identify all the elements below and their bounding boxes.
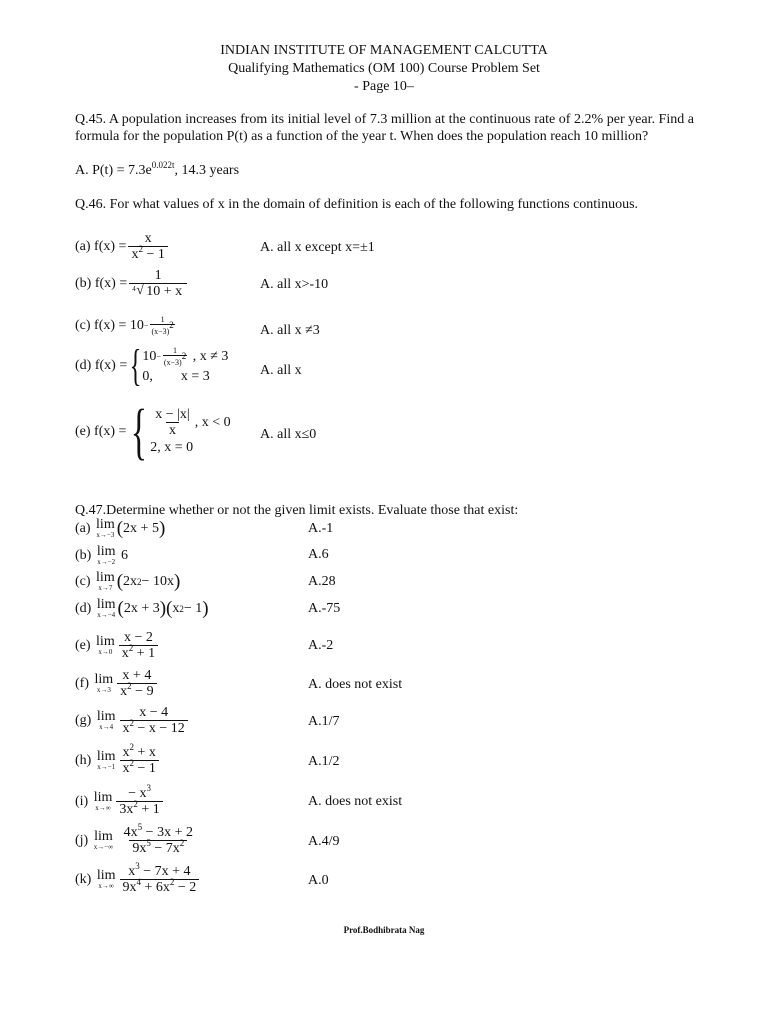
q47-a-expression: (a) lim x→−3 ( 2x + 5 )	[75, 517, 166, 539]
q46-b-answer: A. all x>-10	[260, 277, 329, 292]
q46-a-answer: A. all x except x=±1	[260, 240, 375, 255]
q47-j-answer: A.4/9	[308, 834, 340, 849]
q46-c-expression: (c) f(x) = 10 − $\frac{1}{(x-3)^2}$	[75, 315, 174, 336]
q47-k-expression: (k) lim x→∞ $\frac{x^3 - 7x + 4}{9x^4 + 6x^2 - 2}$	[75, 864, 201, 895]
q46-b-expression: (b) f(x) = 1 4 √ 10 + x	[75, 268, 189, 299]
q47-g-expression: (g) lim x→4 $\frac{x - 4}{x^2 - x - 12}$	[75, 705, 190, 736]
q47-question: Q.47.Determine whether or not the given limit exists. Evaluate those that exist:	[75, 503, 519, 518]
q47-j-expression: (j) lim x→−∞ $\frac{4x^5 - 3x + 2}{9x^5 - 7x^2}$	[75, 822, 193, 856]
q46-d-expression: (d) f(x) = { 10 − $\frac{1}{(x-3)^2}$ , x ≠ 3 0, x = 3	[75, 341, 229, 390]
q47-d-answer: A.-75	[308, 601, 341, 616]
q47-k-answer: A.0	[308, 873, 329, 888]
page-number: - Page 10–	[354, 79, 414, 94]
q47-e-expression: (e) lim x→0 $\frac{x - 2}{x^2 + 1}$	[75, 630, 160, 661]
q47-e-answer: A.-2	[308, 638, 334, 653]
q47-i-expression: (i) lim x→∞ $\frac{- x^3}{3x^2 + 1}$	[75, 786, 165, 817]
q47-f-expression: (f) lim x→3 $\frac{x + 4}{x^2 - 9}$	[75, 668, 159, 699]
course-title: Qualifying Mathematics (OM 100) Course Problem Set	[228, 61, 540, 76]
q46-e-answer: A. all x≤0	[260, 427, 317, 442]
q47-g-answer: A.1/7	[308, 714, 340, 729]
q45-question: Q.45. A population increases from its initial level of 7.3 million at the continuous rate of 2.2% per year. Find a formula for the population P(t) as a function of the year t. When does the population reach 10 million?	[75, 112, 694, 144]
footer-author: Prof.Bodhibrata Nag	[343, 925, 425, 935]
q47-b-expression: (b) lim x→−2 6	[75, 544, 128, 566]
q47-b-answer: A.6	[308, 547, 329, 562]
q47-d-expression: (d) lim x→−4 ( 2x + 3 )( x 2 − 1 )	[75, 597, 209, 619]
q47-f-answer: A. does not exist	[308, 677, 403, 692]
q47-c-answer: A.28	[308, 574, 336, 589]
q46-c-answer: A. all x ≠3	[260, 323, 320, 338]
institute-title: INDIAN INSTITUTE OF MANAGEMENT CALCUTTA	[220, 43, 548, 58]
q47-h-expression: (h) lim x→−1 $\frac{x^2 + x}{x^2 - 1}$	[75, 745, 161, 776]
q47-c-expression: (c) lim x→7 ( 2x 2 − 10x )	[75, 570, 181, 592]
q47-h-answer: A.1/2	[308, 754, 340, 769]
q46-a-expression: (a) f(x) = $\frac{x}{x^2 - 1}$	[75, 231, 170, 262]
q46-question: Q.46. For what values of x in the domain of definition is each of the following functions continuous.	[75, 197, 639, 212]
q46-e-expression: (e) f(x) = { $\frac{x - |x|}{x}$ , x < 0 2, x = 0	[75, 398, 231, 466]
q47-i-answer: A. does not exist	[308, 794, 403, 809]
q45-answer: A. $P(t) = 7.3e^{0.022t}$, 14.3 years	[75, 160, 240, 178]
q46-d-answer: A. all x	[260, 363, 302, 378]
q47-a-answer: A.-1	[308, 521, 334, 536]
